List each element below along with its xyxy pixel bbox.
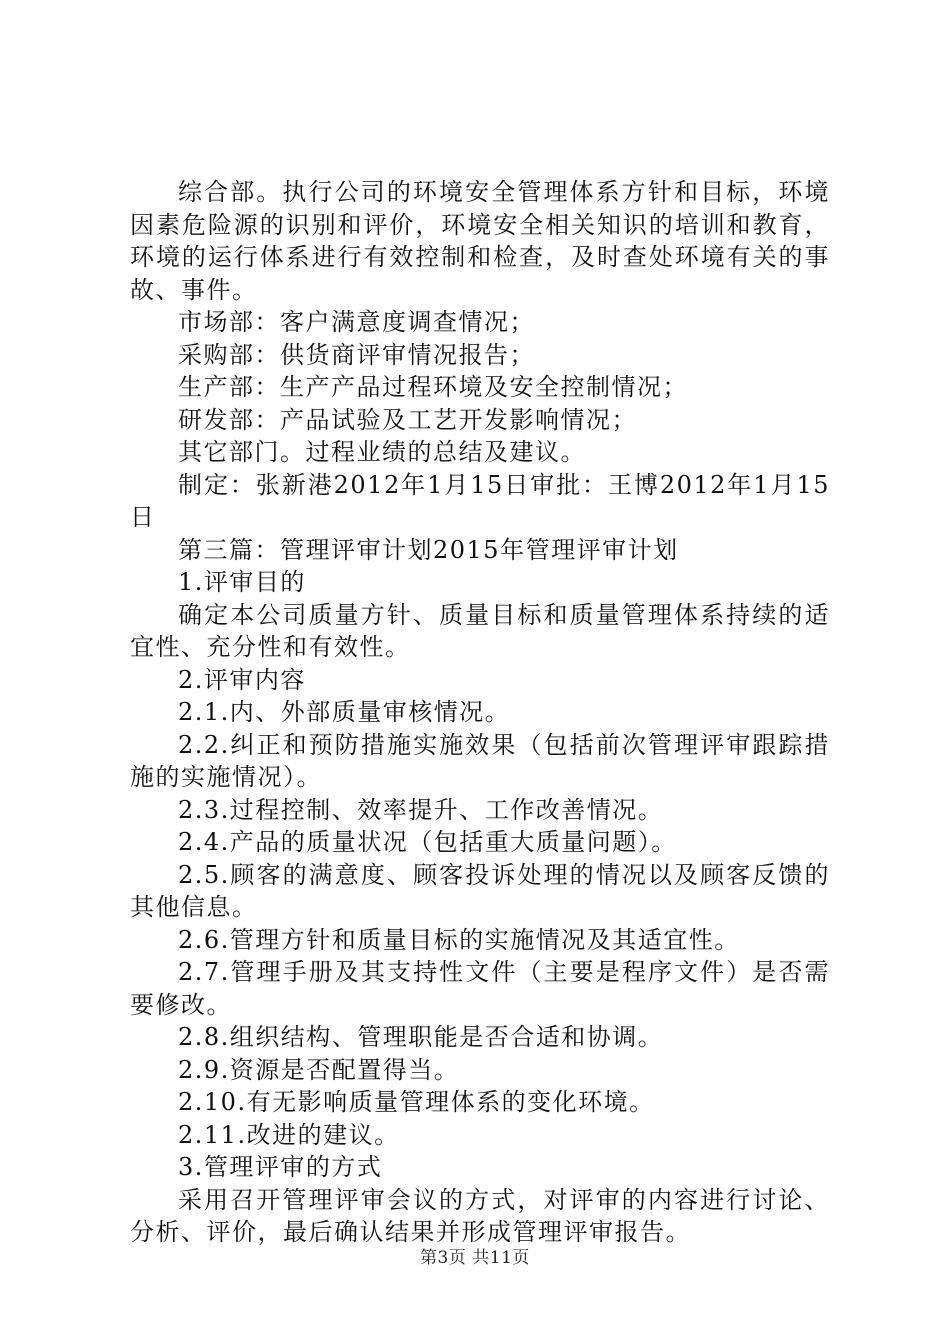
heading-review-method: 3.管理评审的方式 <box>178 1153 383 1181</box>
body-text <box>130 176 830 1249</box>
list-item-2-11: 2.11.改进的建议。 <box>178 1120 400 1149</box>
paragraph-purchasing-dept: 采购部：供货商评审情况报告； <box>178 340 535 369</box>
paragraph-review-purpose: 确定本公司质量方针、质量目标和质量管理体系持续的适宜性、充分性和有效性。 <box>130 600 830 661</box>
paragraph-review-method: 采用召开管理评审会议的方式，对评审的内容进行讨论、分析、评价，最后确认结果并形成管理评审报告。 <box>130 1185 830 1246</box>
list-item-2-6: 2.6.管理方针和质量目标的实施情况及其适宜性。 <box>178 925 740 954</box>
list-item-2-1: 2.1.内、外部质量审核情况。 <box>178 698 511 726</box>
paragraph-other-dept: 其它部门。过程业绩的总结及建议。 <box>178 438 586 466</box>
list-item-2-3: 2.3.过程控制、效率提升、工作改善情况。 <box>178 795 664 824</box>
list-item-2-2: 2.2.纠正和预防措施实施效果（包括前次管理评审跟踪措施的实施情况）。 <box>130 730 830 791</box>
heading-review-purpose: 1.评审目的 <box>178 568 306 596</box>
list-item-2-5: 2.5.顾客的满意度、顾客投诉处理的情况以及顾客反馈的其他信息。 <box>130 860 830 921</box>
list-item-2-7: 2.7.管理手册及其支持性文件（主要是程序文件）是否需要修改。 <box>130 958 830 1019</box>
list-item-2-10: 2.10.有无影响质量管理体系的变化环境。 <box>178 1088 655 1116</box>
list-item-2-4: 2.4.产品的质量状况（包括重大质量问题）。 <box>178 828 677 856</box>
list-item-2-9: 2.9.资源是否配置得当。 <box>178 1055 460 1084</box>
paragraph-production-dept: 生产部：生产产品过程环境及安全控制情况； <box>178 373 688 401</box>
page-number-footer: 第3页 共11页 <box>420 1248 530 1268</box>
paragraph-signoff: 制定：张新港2012年1月15日审批：王博2012年1月15日 <box>130 470 830 531</box>
section-heading-part3: 第三篇：管理评审计划2015年管理评审计划 <box>178 535 679 564</box>
paragraph-marketing-dept: 市场部：客户满意度调查情况； <box>178 308 535 336</box>
paragraph-general-dept: 综合部。执行公司的环境安全管理体系方针和目标，环境因素危险源的识别和评价，环境安全相关知识的培训和教育，环境的运行体系进行有效控制和检查，及时查处环境有关的事故、事件。 <box>130 178 830 304</box>
list-item-2-8: 2.8.组织结构、管理职能是否合适和协调。 <box>178 1023 664 1051</box>
paragraph-rnd-dept: 研发部：产品试验及工艺开发影响情况； <box>178 405 637 434</box>
heading-review-content: 2.评审内容 <box>178 665 306 694</box>
